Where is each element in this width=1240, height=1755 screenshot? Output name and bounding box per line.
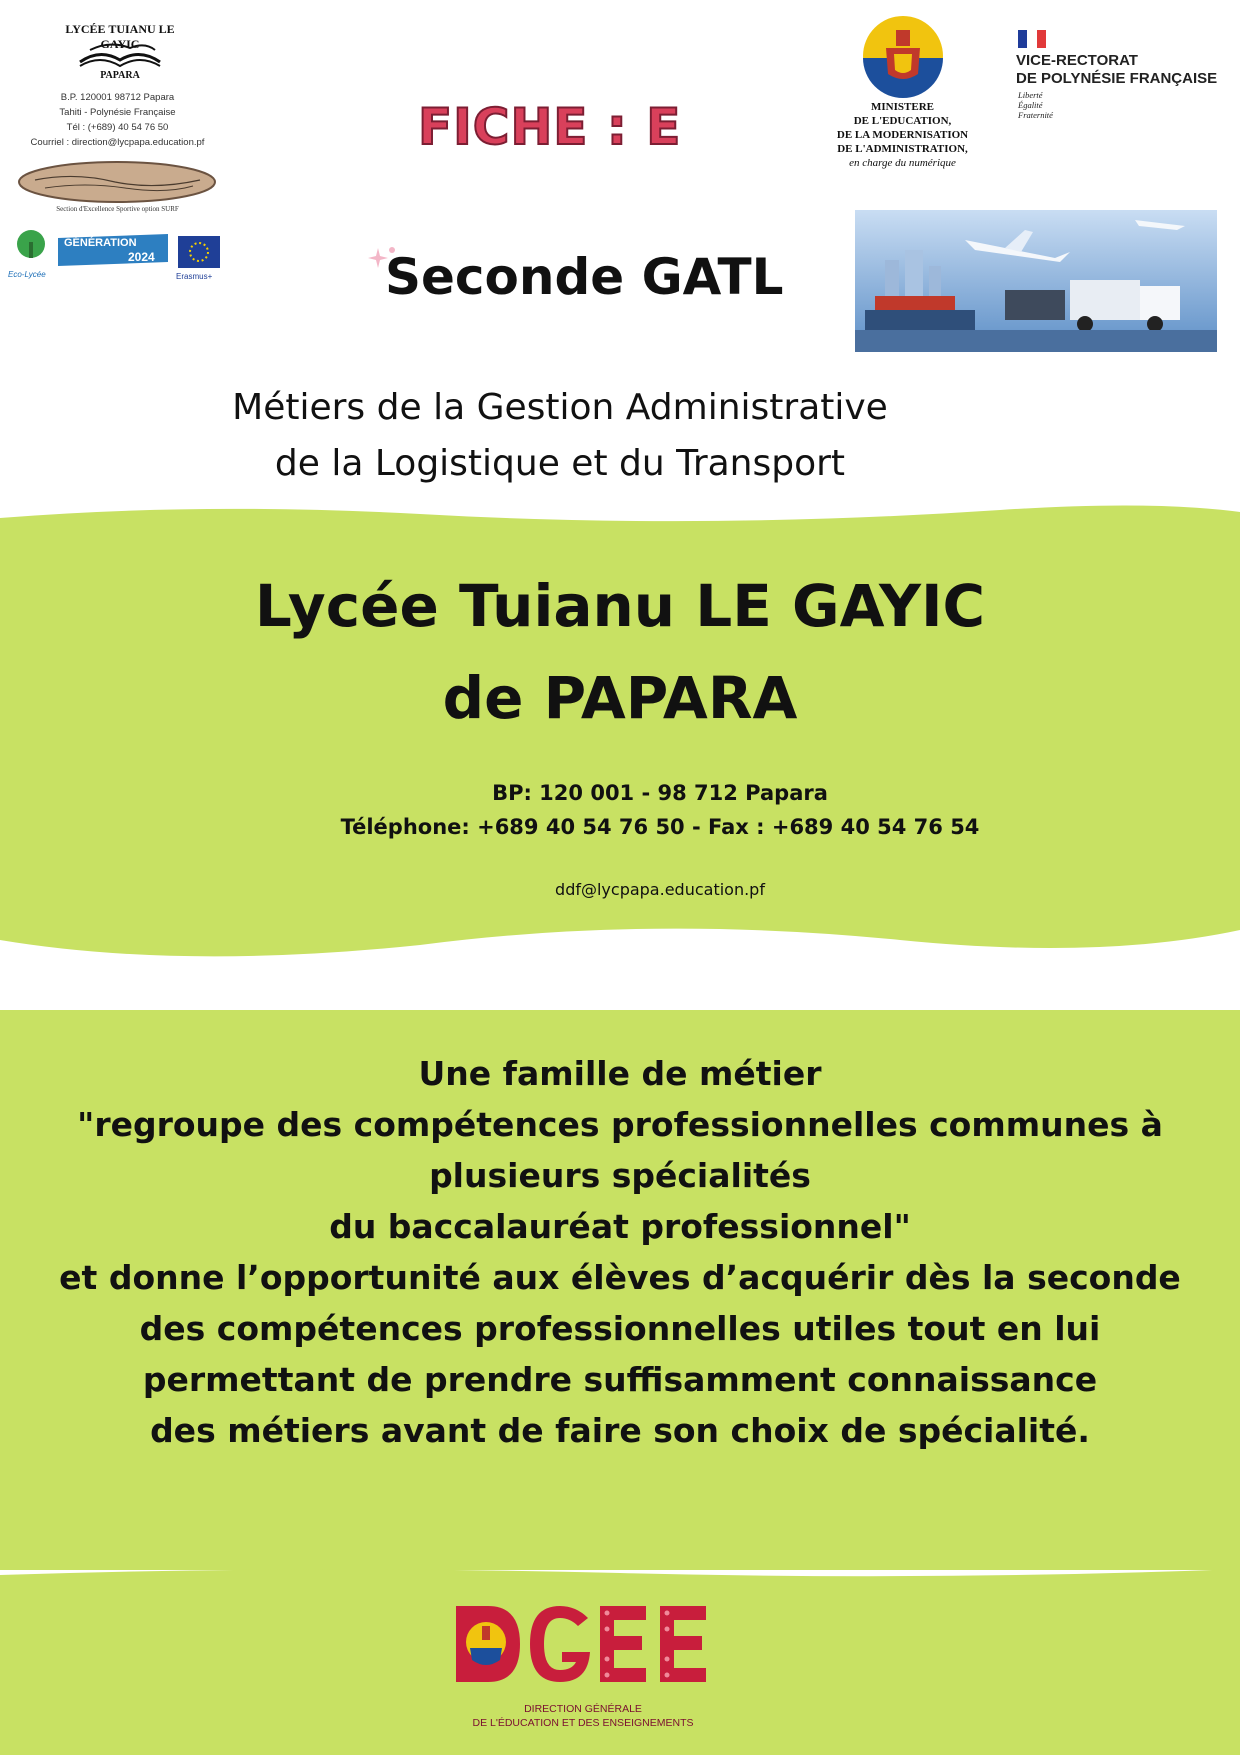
seconde-title: Seconde GATL	[385, 248, 784, 306]
transport-logistics-image	[855, 210, 1217, 352]
ministry-subtitle: en charge du numérique	[849, 157, 956, 169]
polynesia-seal-icon	[858, 14, 948, 98]
subtitle-line: de la Logistique et du Transport	[274, 443, 846, 484]
description-line: des métiers avant de faire son choix de spécialité.	[150, 1411, 1090, 1450]
french-flag-icon	[1018, 30, 1046, 48]
generation-year: 2024	[128, 250, 155, 264]
school-address-line: Tahiti - Polynésie Française	[59, 107, 176, 118]
vice-rectorat-name	[1016, 52, 1217, 88]
description-text	[40, 1048, 1200, 1456]
school-logo-name: LYCÉE TUIANU LE GAYIC	[65, 22, 175, 51]
generation-label: GÉNÉRATION	[64, 237, 137, 249]
motto-word: Liberté	[1018, 90, 1043, 100]
description-line: des compétences professionnelles utiles tout en lui	[139, 1309, 1101, 1348]
dgee-caption-line: DE L'ÉDUCATION ET DES ENSEIGNEMENTS	[472, 1717, 694, 1729]
school-logo	[50, 22, 190, 82]
school-address	[10, 90, 225, 150]
lycee-name-line: de PAPARA	[442, 664, 798, 732]
ministry-line: DE L'EDUCATION,	[853, 115, 952, 127]
vice-rectorat-line: DE POLYNÉSIE FRANÇAISE	[1016, 70, 1218, 87]
contact-info	[200, 776, 1120, 844]
description-line: "regroupe des compétences professionnelles communes à	[77, 1105, 1163, 1144]
vice-rectorat-line: VICE-RECTORAT	[1016, 52, 1138, 69]
subtitle-line: Métiers de la Gestion Administrative	[232, 387, 888, 428]
description-line: du baccalauréat professionnel"	[329, 1207, 911, 1246]
ministry-line: DE L'ADMINISTRATION,	[837, 143, 968, 155]
description-line: et donne l’opportunité aux élèves d’acquérir dès la seconde	[59, 1258, 1181, 1297]
book-wave-icon	[70, 38, 170, 72]
dgee-caption-line: DIRECTION GÉNÉRALE	[524, 1703, 642, 1715]
generation-2024-badge	[58, 234, 168, 266]
eco-lycee-label: Eco-Lycée	[8, 270, 46, 279]
fiche-title: FICHE : E	[418, 98, 682, 156]
surfboard-icon	[15, 158, 220, 208]
motto-word: Fraternité	[1018, 110, 1053, 120]
school-address-line: Tél : (+689) 40 54 76 50	[66, 122, 169, 133]
ministry-line: DE LA MODERNISATION	[836, 129, 969, 141]
dgee-caption	[420, 1702, 746, 1730]
school-logo-town: PAPARA	[100, 70, 140, 81]
lycee-name	[120, 560, 1120, 744]
description-line: plusieurs spécialités	[429, 1156, 811, 1195]
motto-word: Égalité	[1018, 100, 1043, 110]
postal-address: BP: 120 001 - 98 712 Papara	[492, 781, 828, 805]
phone-fax: Téléphone: +689 40 54 76 50 - Fax : +689 40 54 76 54	[340, 815, 980, 839]
surf-caption: Section d'Excellence Sportive option SURF	[56, 205, 179, 213]
school-address-line: B.P. 120001 98712 Papara	[60, 92, 175, 103]
erasmus-label: Erasmus+	[176, 272, 213, 281]
ministry-line: MINISTERE	[871, 101, 934, 113]
ministry-name	[800, 100, 1005, 170]
lycee-name-line: Lycée Tuianu LE GAYIC	[254, 572, 986, 640]
school-address-line: Courriel : direction@lycpapa.education.pf	[30, 137, 205, 148]
description-line: Une famille de métier	[418, 1054, 822, 1093]
contact-email[interactable]: ddf@lycpapa.education.pf	[555, 880, 765, 899]
description-line: permettant de prendre suffisamment connaissance	[142, 1360, 1098, 1399]
dgee-logo	[448, 1596, 718, 1692]
republic-motto	[1018, 90, 1053, 120]
formation-subtitle	[120, 380, 1000, 492]
